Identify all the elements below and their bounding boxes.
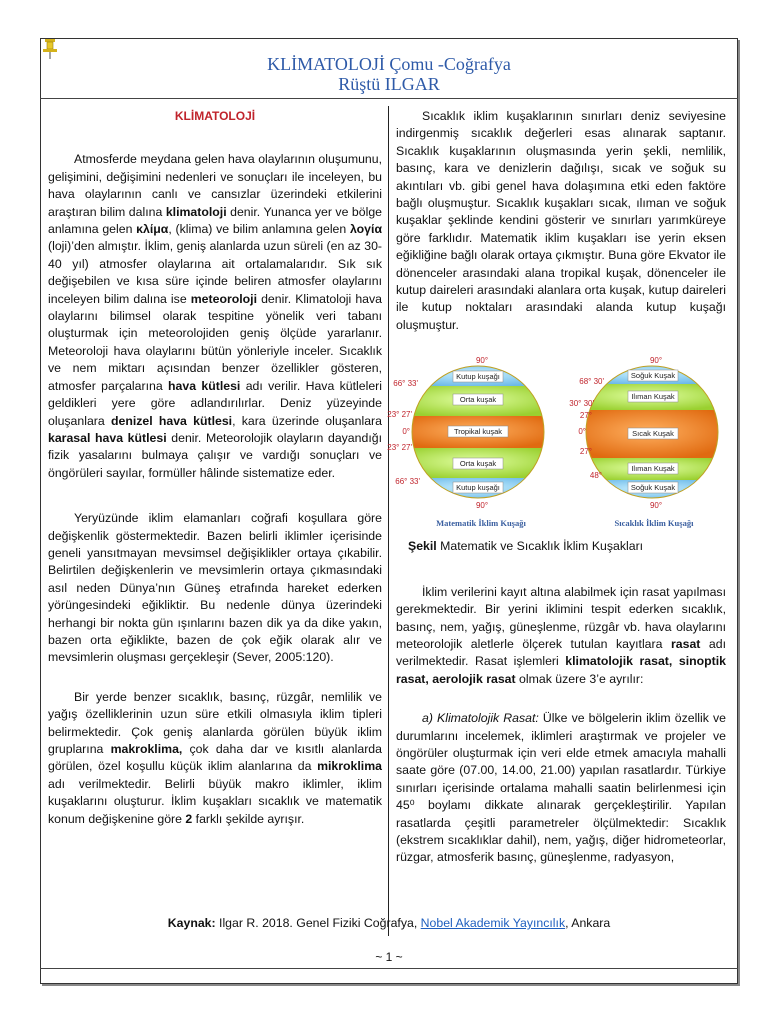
greek-logia: λογία bbox=[349, 222, 382, 237]
term-two: 2 bbox=[185, 811, 193, 826]
zone-label: Orta kuşak bbox=[459, 459, 497, 469]
degree-label: 66° 33' bbox=[393, 379, 418, 389]
left-globe-caption: Matematik İklim Kuşağı bbox=[436, 518, 526, 529]
greek-klima: κλίμα bbox=[136, 222, 169, 237]
zone-label: Ilıman Kuşak bbox=[631, 392, 675, 402]
footer-rule bbox=[40, 968, 738, 969]
document-title: KLİMATOLOJİ Çomu -Coğrafya bbox=[267, 54, 511, 74]
degree-label: 90° bbox=[649, 356, 663, 366]
left-column bbox=[48, 108, 382, 828]
right-column bbox=[387, 108, 727, 867]
term-mikroklima: mikroklima bbox=[317, 759, 382, 774]
text-run: İklim verilerini kayıt altına alabilmek için rasat yapılması gerekmektedir. Bir yerini iklimini tespit ederken sıcaklık, basınç, nem, yağış, güneşlenme, rüzgâr vb. hava olaylarını meteorolojik aletlerle ölçerek tutulan kayıtlara bbox=[396, 584, 726, 651]
degree-label: 66° 33' bbox=[395, 477, 420, 487]
degree-label: 90° bbox=[649, 501, 663, 511]
degree-label: 23° 27' bbox=[387, 410, 412, 420]
text-run: (loji)’den almıştır. İklim, geniş alanlarda uzun süreli (en az 30-40 yıl) atmosfer olaylarına ait ortalamalarıdır. Sık sık değişebilen ve kısa süre içinde beliren atmosfer olaylarını inceleyen bilim dalına ise bbox=[48, 239, 382, 306]
zone-label: Soğuk Kuşak bbox=[630, 371, 676, 381]
caption-label: Şekil bbox=[408, 539, 437, 554]
term-makroklima: makroklima, bbox=[110, 742, 183, 756]
text-run: çok daha dar ve kısıtlı alanlarda görülen, özel koşullu küçük iklim alanlarına da bbox=[48, 742, 382, 774]
term-hava-kutlesi: hava kütlesi bbox=[168, 378, 241, 393]
term-klimatoloji: klimatoloji bbox=[165, 204, 227, 219]
term-rasat-types: klimatolojik rasat, sinoptik rasat, aerolojik rasat bbox=[396, 654, 726, 686]
zone-label: Orta kuşak bbox=[459, 395, 497, 405]
zone-label: Tropikal kuşak bbox=[453, 427, 503, 437]
document-header bbox=[40, 54, 738, 94]
climate-zones-figure bbox=[387, 354, 726, 534]
degree-label: 48° bbox=[589, 471, 602, 481]
term-meteoroloji: meteoroloji bbox=[190, 291, 258, 306]
text-run: denir. Klimatoloji hava olaylarını bilimsel olarak tespitine yönelik veri tabanı oluşturmak için meteorolojiden geniş ölçüde yararlanır. Meteoroloji hava olaylarını bütün yönleriyle inceler. Sıcaklık ve nem miktarı açısından benzer özellikler gösteren, atmosfer parçalarına bbox=[48, 291, 382, 393]
zone-label: Ilıman Kuşak bbox=[631, 464, 675, 474]
source-label: Kaynak: bbox=[167, 916, 216, 930]
right-globe-caption: Sıcaklık İklim Kuşağı bbox=[614, 518, 694, 529]
rasat-paragraph bbox=[396, 584, 726, 688]
degree-label: 30° 30' bbox=[569, 399, 594, 409]
degree-label: 23° 27' bbox=[387, 443, 412, 453]
document-author: Rüştü ILGAR bbox=[338, 74, 440, 94]
source-tail: , Ankara bbox=[565, 916, 611, 930]
section-title: KLİMATOLOJİ bbox=[174, 109, 256, 123]
climate-types-paragraph bbox=[48, 689, 382, 828]
source-line bbox=[40, 916, 738, 930]
term-rasat: rasat bbox=[670, 636, 701, 651]
text-run: farklı şekilde ayrışır. bbox=[192, 811, 305, 826]
text-run: Bir yerde benzer sıcaklık, basınç, rüzgâr, nemlilik ve yağış özelliklerinin uzun süre etkili olmasıyla iklim tipleri belirmektedir. Çok geniş alanlarda görülen büyük iklim gruplarına bbox=[48, 689, 382, 756]
zone-label: Kutup kuşağı bbox=[456, 483, 500, 493]
text-run: adı verilmektedir. Belirli büyük makro iklimler, iklim kuşaklarını oluşturur. İklim kuşakları sıcaklık ve matematik konum değişkenine göre bbox=[48, 776, 382, 826]
text-run: olmak üzere 3’e ayrılır: bbox=[515, 671, 644, 686]
term-karasal: karasal hava kütlesi bbox=[48, 430, 167, 445]
zone-label: Kutup kuşağı bbox=[456, 372, 500, 382]
zones-paragraph: Sıcaklık iklim kuşaklarının sınırları deniz seviyesine indirgenmiş sıcaklık değerleri esas alınarak saptanır. Sıcaklık kuşaklarının oluşmasında yerin şekli, nemlilik, basınç, kara ve denizlerin dağılışı, sıcak ve soğuk su akıntıları vb. gibi genel hava dolaşımına etki eden faktöre bağlı oluşmuştur. Sıcaklık kuşakları sıcak, ılıman ve soğuk kuşaklar şeklinde kendini gösterir ve sınırları yarımküreye göre farklıdır. Matematik iklim kuşakları ise yerin eksen eğikliğine bağlı olarak ortaya çıkmıştır. Buna göre Ekvator ile dönenceler arasındaki alana tropikal kuşak, dönenceler ile kutup daireleri arasındaki alanlara orta kuşak, kutup daireleri ile kutup noktaları arasındaki alanda kutup kuşağı oluşmuştur. bbox=[396, 109, 726, 332]
degree-label: 90° bbox=[475, 356, 489, 366]
caption-text: Matematik ve Sıcaklık İklim Kuşakları bbox=[436, 539, 644, 554]
degree-label: 0° bbox=[402, 427, 410, 437]
text-run: denir. Yunanca yer ve bölge anlamına gelen bbox=[48, 204, 383, 237]
header-rule bbox=[40, 98, 738, 99]
text-run: Ülke ve bölgelerin iklim özellik ve durumlarını incelemek, iklimleri araştırmak ve projeler ve öngörüler oluşturmak için veri elde etmek amacıyla mahalli saate göre (07.00, 14.00, 21.00) yapılan rasatlardır. Türkiye sınırları içerisinde ortalama mahalli saatin belirlenmesi için 45⁰ boylamı dikkate alınarak gerçekleştirilir. Yapılan rasatlarda çeşitli parametreler ölçülmektedir: Sıcaklık (ekstrem sıcaklıklar dahil), nem, yağış, diğer hidrometeorlar, rüzgar, atmosferik basınç, güneşlenme, radyasyon, bbox=[396, 711, 726, 865]
degree-label: 27° bbox=[579, 411, 592, 421]
figure-caption bbox=[396, 538, 726, 555]
degree-label: 27° bbox=[579, 447, 592, 457]
text-run: adı verilmektedir. Rasat işlemleri bbox=[396, 636, 727, 669]
text-run: Atmosferde meydana gelen hava olaylarının oluşumunu, gelişimini, değişimini nedenleri ve sonuçları ile inceleyen, bu hava olaylarının canlı ve cansızlar üzerindeki etkilerini araştıran bilim dalına bbox=[48, 152, 382, 219]
text-run: denir. Meteorolojik olayların dayandığı fizik yasalarını bulmaya çalışır ve vardığı sonuçları ve öngörüleri sayılar, formüller hâlinde sistematize eder. bbox=[48, 430, 382, 480]
page-number: ~ 1 ~ bbox=[375, 950, 403, 964]
text-run: , (klima) ve bilim anlamına gelen bbox=[168, 222, 350, 237]
column-divider bbox=[388, 106, 389, 936]
text-run: , kara üzerinde oluşanlara bbox=[232, 413, 382, 428]
klimatolojik-rasat-paragraph bbox=[396, 710, 726, 867]
degree-label: 68° 30' bbox=[579, 377, 604, 387]
degree-label: 0° bbox=[578, 427, 586, 437]
source-text: Ilgar R. 2018. Genel Fiziki Coğrafya, bbox=[215, 916, 421, 930]
zone-label: Soğuk Kuşak bbox=[630, 483, 676, 493]
intro-paragraph bbox=[48, 151, 382, 482]
text-run: adı verilir. Hava kütleleri geldikleri yere göre adlandırılırlar. Deniz yüzeyinde oluşanlara bbox=[48, 378, 382, 428]
publisher-link[interactable]: Nobel Akademik Yayıncılık bbox=[420, 916, 566, 930]
term-klimatolojik-rasat: a) Klimatolojik Rasat: bbox=[422, 711, 539, 726]
term-denizel: denizel hava kütlesi bbox=[110, 413, 233, 428]
seasons-paragraph: Yeryüzünde iklim elamanları coğrafi koşullara göre değişkenlik göstermektedir. Bazen belirli iklimler içerisinde geneli yansıtmayan mevsimsel değişiklikler ortaya çıkabilir. Belirtilen değişkenlerin ve mevsimlerin ortaya çıkmasındaki asıl neden Dünya’nın Güneş etrafında hareket ederken yörüngesindeki eğikliktir. Bu nedenle dünya üzerindeki herhangi bir nokta gün ışınlarını bazen dik ya da dike yakın, bazen orta eğiklikte, bazen de çok eğik olarak alır ve mevsimlerin oluşması gerçekleşir (Sever, 2005:120). bbox=[48, 511, 382, 665]
zone-label: Sıcak Kuşak bbox=[632, 429, 674, 439]
degree-label: 90° bbox=[475, 501, 489, 511]
